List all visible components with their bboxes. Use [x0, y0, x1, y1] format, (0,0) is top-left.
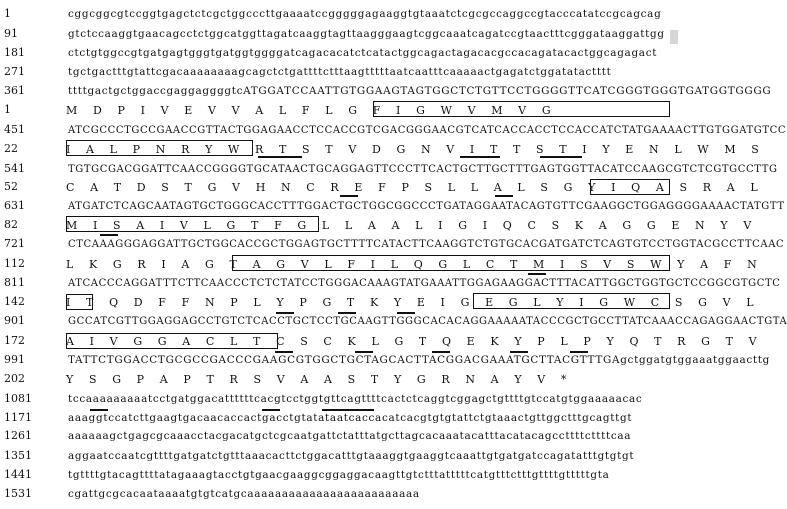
transmembrane-box: [373, 101, 670, 117]
amino-acid-line: M D P I V E V V A L F L G F I G W V M V G: [66, 104, 557, 117]
line-number: 361: [4, 84, 25, 97]
nucleotide-line: aaaaaagctgagcgcaaacctacgacatgctcgcaatgattctatttatgcttagcacaaatacatttacatacagccttttcttttcaa: [68, 430, 632, 442]
motif-underline: [570, 351, 588, 353]
line-number: 1171: [4, 411, 32, 424]
line-number: 91: [4, 27, 18, 40]
transmembrane-box: [473, 293, 670, 309]
line-number: 901: [4, 314, 25, 327]
nucleotide-line: tccaaaaaaaaatcctgatggacattttttcacgtcctggtgttcagttttcactctcaggtcggagctgttttgtccatgtggaaaaacac: [68, 393, 643, 405]
nucleotide-line: ctctgtggccgtgatgagtgggtgatggtggggatcagacacatctcatactggcagactagacacgccacagatacactggcagagact: [68, 47, 658, 59]
line-number: 181: [4, 46, 25, 59]
line-number: 1351: [4, 449, 32, 462]
nucleotide-line: aggaatccaatcgttttgatgatctgtttaaacacttctggacatttgtaaaggtgaaggtcaaattgtgatgatccagatatttgtgtgt: [68, 450, 635, 462]
motif-underline: [355, 351, 373, 353]
transmembrane-box: [66, 216, 319, 232]
line-number: 172: [4, 334, 25, 347]
amino-acid-line: Y S G P A P T R S V A A S T Y G R N A Y V *: [66, 373, 573, 386]
motif-underline: [275, 351, 293, 353]
line-number: 1: [4, 7, 11, 20]
line-number: 811: [4, 276, 25, 289]
nucleotide-line: GCCATCGTTGGAGGAGCCTGTCTCACCTGCTCCTGCAAGTTGGGCACACAGGAAAAATACCCGCTGCCTTATCAAACCAGAGGAACTGTA: [68, 316, 787, 327]
amino-acid-line: I A L P N R Y W R T S T V D G N V I T T S T I Y E N L W M S: [66, 143, 765, 156]
motif-underline: [340, 195, 358, 197]
motif-underline: [258, 156, 302, 158]
nucleotide-line: gtctccaaggtgaacagcctctggcatggttagatcaaggtagttaagggaagtcggcaaatcagatccgtaactttcgggataaggattgg: [68, 28, 665, 40]
nucleotide-line: ATCACCCAGGATTTCTTCAACCCTCTCTATCCTGGGACAAAGTATGAAATTGGAGAAGGACTTTACATTGGCTGGTGCTCCGGCGTGCTC: [68, 278, 781, 289]
line-number: 721: [4, 237, 25, 250]
motif-underline: [540, 156, 582, 158]
motif-underline: [322, 409, 374, 411]
transmembrane-box: [66, 140, 253, 156]
amino-acid-line: A I V G G A C L T C S C K L G T Q E K Y P L P Y Q T R G T V: [66, 335, 763, 348]
line-number: 112: [4, 257, 25, 270]
motif-underline: [460, 156, 500, 158]
line-number: 541: [4, 162, 25, 175]
nucleotide-line: aaaggtccatcttgaagtgacaacaccactgacctgtatataatcaccacatcacgtgtgtattctgtaaactgttggctttgcagttgt: [68, 412, 633, 424]
nucleotide-line: TGTGCGACGGATTCAACCGGGGTGCATAACTGCAGGAGTTCCCTTCACTGCTTGCTTTGAGTGGTTACATCCAAGCGTCTCGTGCCTTG: [68, 164, 778, 175]
line-number: 271: [4, 65, 25, 78]
motif-underline: [338, 312, 356, 314]
transmembrane-box: [66, 294, 93, 310]
nucleotide-line: cggcggcgtccggtgagctctcgctggcccttgaaaatccgggggagaaggtgtaaatctcgcgccaggccgtacccatatccgcagcag: [68, 8, 662, 20]
nucleotide-line: cgattgcgcacaataaaatgtgtcatgcaaaaaaaaaaaaaaaaaaaaaaaaa: [68, 488, 420, 500]
transmembrane-box: [232, 255, 670, 271]
amino-acid-line: L K G R I A G T A G V L F I L Q G L C T M I S V S W Y A F N: [66, 258, 763, 271]
line-number: 22: [4, 142, 18, 155]
line-number: 631: [4, 199, 25, 212]
motif-underline: [90, 409, 108, 411]
line-number: 202: [4, 372, 25, 385]
nucleotide-line: ATCGCCCTGCCGAACCGTTACTGGAGAACCTCCACCGTCGACGGGAACGTCATCACCACCTCCACCATCTATGAAAACTTGTGGATGTCC: [68, 125, 787, 136]
motif-underline: [100, 234, 118, 236]
scrollbar-fragment: [670, 30, 678, 44]
motif-underline: [528, 273, 546, 275]
amino-acid-line: I T Q D F F N P L Y P G T K Y E I G E G L Y I G W C S G V L: [66, 296, 760, 309]
line-number: 1261: [4, 429, 32, 442]
motif-underline: [262, 409, 280, 411]
line-number: 991: [4, 353, 25, 366]
motif-underline: [432, 351, 450, 353]
nucleotide-line: ttttgactgctggaccgaggaggggtcATGGATCCAATTGTGGAAGTAGTGGCTCTGTTCCTGGGGTTCATCGGGTGGGTGATGGTGGGG: [68, 85, 772, 97]
amino-acid-line: M I S A I V L G T F G L L A A L I G I Q C S K A G G E N Y V: [66, 219, 758, 232]
nucleotide-line: tgttttgtacagttttatagaaagtacctgtgaacgaaggcggaggacaagttgtctttatttttcatgtttctttgttttgtttttgta: [68, 469, 610, 481]
nucleotide-line: CTCAAAGGGAGGATTGCTGGCACCGCTGGAGTGCTTTTCATACTTCAAGGTCTGTGCACGATGATCTCAGTGTCCTGGTACGCCTTCAAC: [68, 239, 785, 250]
line-number: 52: [4, 180, 18, 193]
line-number: 1: [4, 103, 11, 116]
nucleotide-line: TATTCTGGACCTGCGCCGACCCGAAGCGTGGCTGCTAGCACTTACGGACGAAATGCTTACGTTTGAgctggatgtggaaatggaacttg: [68, 354, 771, 366]
nucleotide-line: ATGATCTCAGCAATAGTGCTGGGCACCTTTGGACTGCTGGCGGCCCTGATAGGAATACAGTGTTCGAAGGCTGGAGGGGAAAACTATGTT: [68, 201, 785, 212]
line-number: 142: [4, 295, 25, 308]
motif-underline: [276, 312, 294, 314]
line-number: 451: [4, 123, 25, 136]
line-number: 1081: [4, 392, 32, 405]
line-number: 1531: [4, 487, 32, 500]
transmembrane-box: [590, 179, 670, 195]
transmembrane-box: [66, 333, 278, 349]
line-number: 82: [4, 218, 18, 231]
nucleotide-line: tgctgactttgtattcgacaaaaaaaagcagctctgattttctttaagtttttaatcaatttcaaaaactgagatctggatatactttt: [68, 66, 612, 78]
amino-acid-line: C A T D S T G V H N C R E F P S L L A L S G Y I Q A S R A L: [66, 181, 764, 194]
motif-underline: [510, 351, 528, 353]
motif-underline: [397, 312, 415, 314]
motif-underline: [495, 195, 513, 197]
line-number: 1441: [4, 468, 32, 481]
